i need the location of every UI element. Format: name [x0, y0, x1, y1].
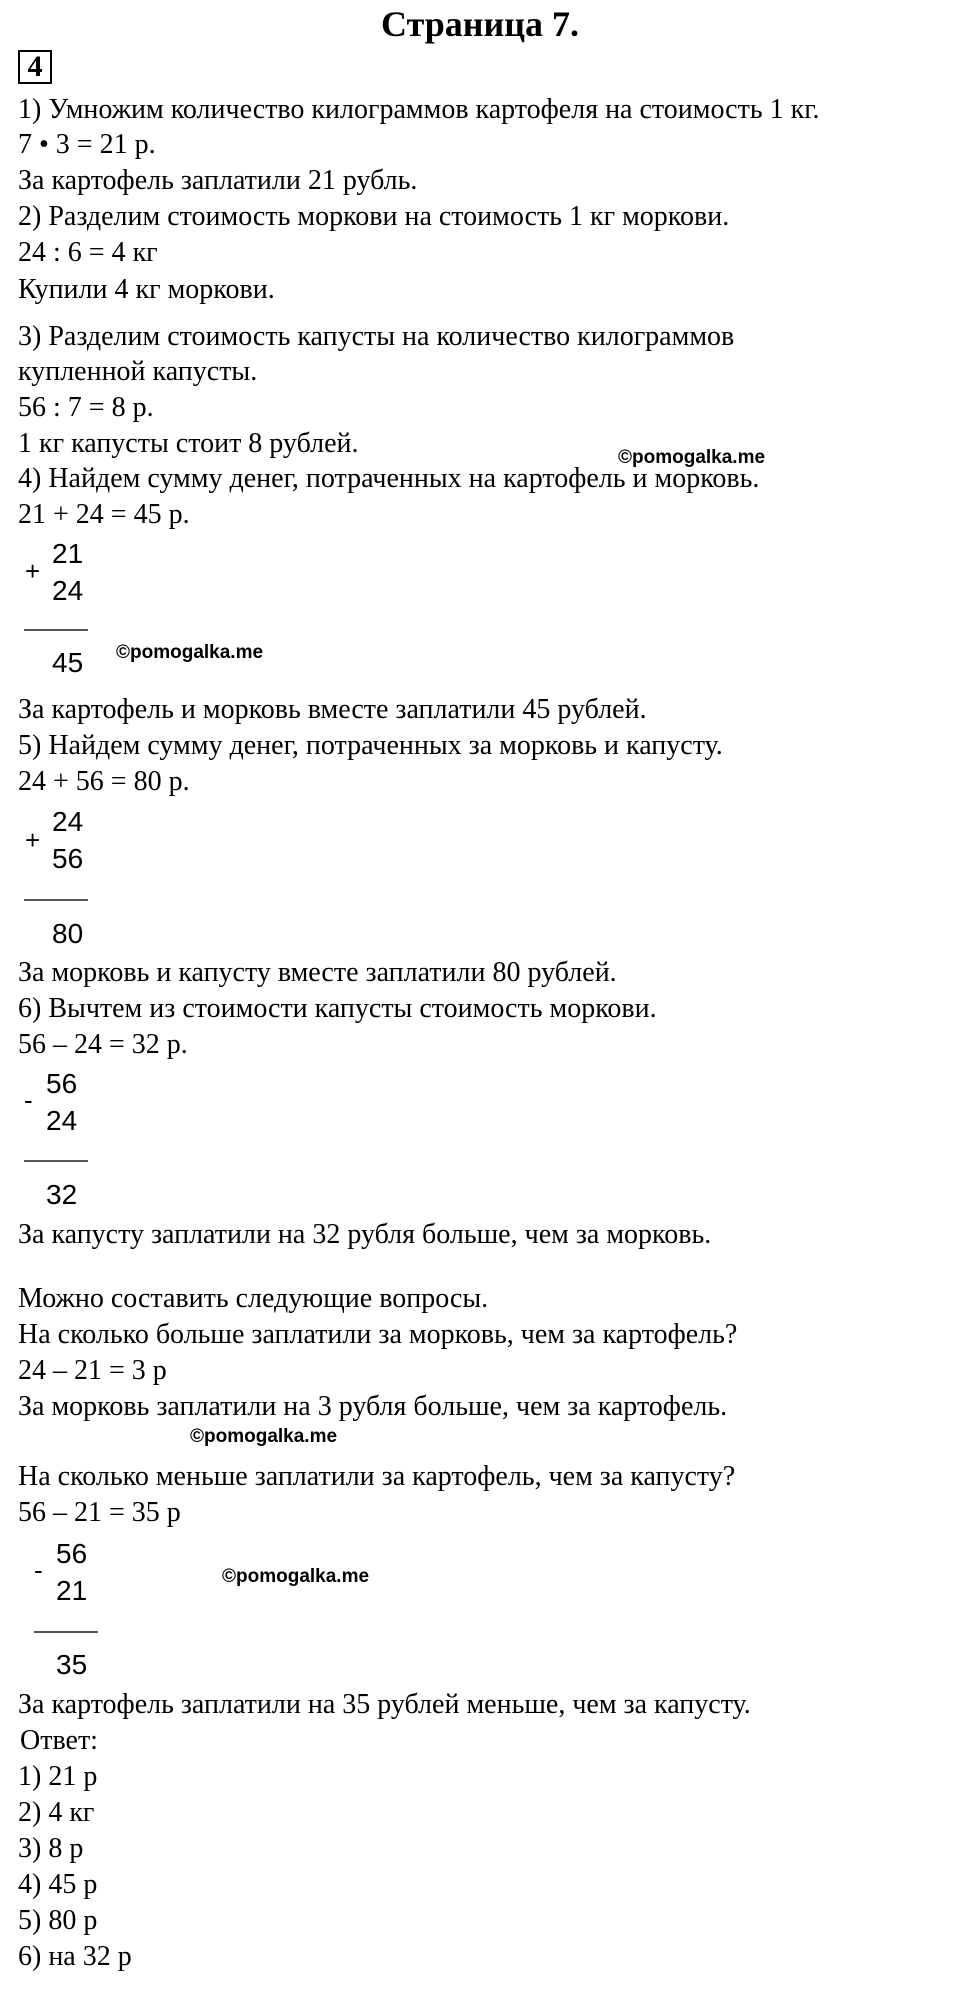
step-5-result: За морковь и капусту вместе заплатили 80 рублей.: [18, 957, 617, 988]
question-1-equation: 24 – 21 = 3 р: [18, 1355, 167, 1386]
column-plus-sign: +: [25, 556, 41, 586]
column-2-line: [24, 899, 88, 901]
column-1-result: 45: [52, 647, 84, 678]
question-2-result: За картофель заплатили на 35 рублей меньше, чем за капусту.: [18, 1689, 751, 1720]
step-2-result: Купили 4 кг моркови.: [18, 274, 275, 305]
answer-item-2: 2) 4 кг: [18, 1797, 95, 1828]
step-2-equation: 24 : 6 = 4 кг: [18, 237, 158, 268]
answer-label: Ответ:: [20, 1725, 98, 1756]
questions-intro: Можно составить следующие вопросы.: [18, 1283, 489, 1314]
column-2-result: 80: [52, 918, 84, 949]
column-2-bottom: 56: [52, 843, 84, 874]
column-4-result: 35: [56, 1649, 88, 1680]
step-3-text-cont: купленной капусты.: [18, 356, 258, 387]
question-1-text: На сколько больше заплатили за морковь, чем за картофель?: [18, 1319, 738, 1350]
watermark: ©pomogalka.me: [116, 642, 264, 663]
watermark: ©pomogalka.me: [618, 447, 766, 468]
step-6-text: 6) Вычтем из стоимости капусты стоимость моркови.: [18, 993, 657, 1024]
step-6-equation: 56 – 24 = 32 р.: [18, 1029, 188, 1060]
answer-item-3: 3) 8 р: [18, 1833, 84, 1864]
column-4-top: 56: [56, 1538, 88, 1569]
answer-item-6: 6) на 32 р: [18, 1941, 132, 1972]
column-2-top: 24: [52, 806, 84, 837]
step-1-equation: 7 • 3 = 21 р.: [18, 129, 156, 160]
step-1-result: За картофель заплатили 21 рубль.: [18, 165, 418, 196]
watermark: ©pomogalka.me: [222, 1566, 370, 1587]
step-4-equation: 21 + 24 = 45 р.: [18, 499, 190, 530]
column-4-bottom: 21: [56, 1575, 88, 1606]
question-2-equation: 56 – 21 = 35 р: [18, 1497, 181, 1528]
step-3-text: 3) Разделим стоимость капусты на количество килограммов: [18, 321, 735, 352]
question-1-result: За морковь заплатили на 3 рубля больше, чем за картофель.: [18, 1391, 728, 1422]
answer-item-5: 5) 80 р: [18, 1905, 98, 1936]
task-number-box: 4: [18, 50, 52, 84]
column-1-line: [24, 629, 88, 631]
column-3-line: [24, 1160, 88, 1162]
step-3-result: 1 кг капусты стоит 8 рублей.: [18, 428, 359, 459]
column-plus-sign: +: [25, 825, 41, 855]
column-4-line: [34, 1631, 98, 1633]
step-4-result: За картофель и морковь вместе заплатили 45 рублей.: [18, 694, 647, 725]
column-1-bottom: 24: [52, 575, 84, 606]
step-4-text: 4) Найдем сумму денег, потраченных на картофель и морковь.: [18, 463, 760, 494]
watermark: ©pomogalka.me: [190, 1426, 338, 1447]
step-5-equation: 24 + 56 = 80 р.: [18, 766, 190, 797]
column-3-result: 32: [46, 1179, 78, 1210]
step-6-result: За капусту заплатили на 32 рубля больше, чем за морковь.: [18, 1219, 712, 1250]
page-title: Страница 7.: [381, 4, 579, 44]
column-minus-sign: -: [34, 1555, 43, 1585]
column-3-top: 56: [46, 1068, 78, 1099]
answer-item-1: 1) 21 р: [18, 1761, 98, 1792]
column-1-top: 21: [52, 538, 84, 569]
step-3-equation: 56 : 7 = 8 р.: [18, 392, 154, 423]
step-5-text: 5) Найдем сумму денег, потраченных за морковь и капусту.: [18, 730, 723, 761]
question-2-text: На сколько меньше заплатили за картофель, чем за капусту?: [18, 1461, 736, 1492]
column-3-bottom: 24: [46, 1105, 78, 1136]
step-2-text: 2) Разделим стоимость моркови на стоимость 1 кг моркови.: [18, 201, 730, 232]
answer-item-4: 4) 45 р: [18, 1869, 98, 1900]
column-minus-sign: -: [24, 1085, 33, 1115]
step-1-text: 1) Умножим количество килограммов картофеля на стоимость 1 кг.: [18, 94, 820, 125]
